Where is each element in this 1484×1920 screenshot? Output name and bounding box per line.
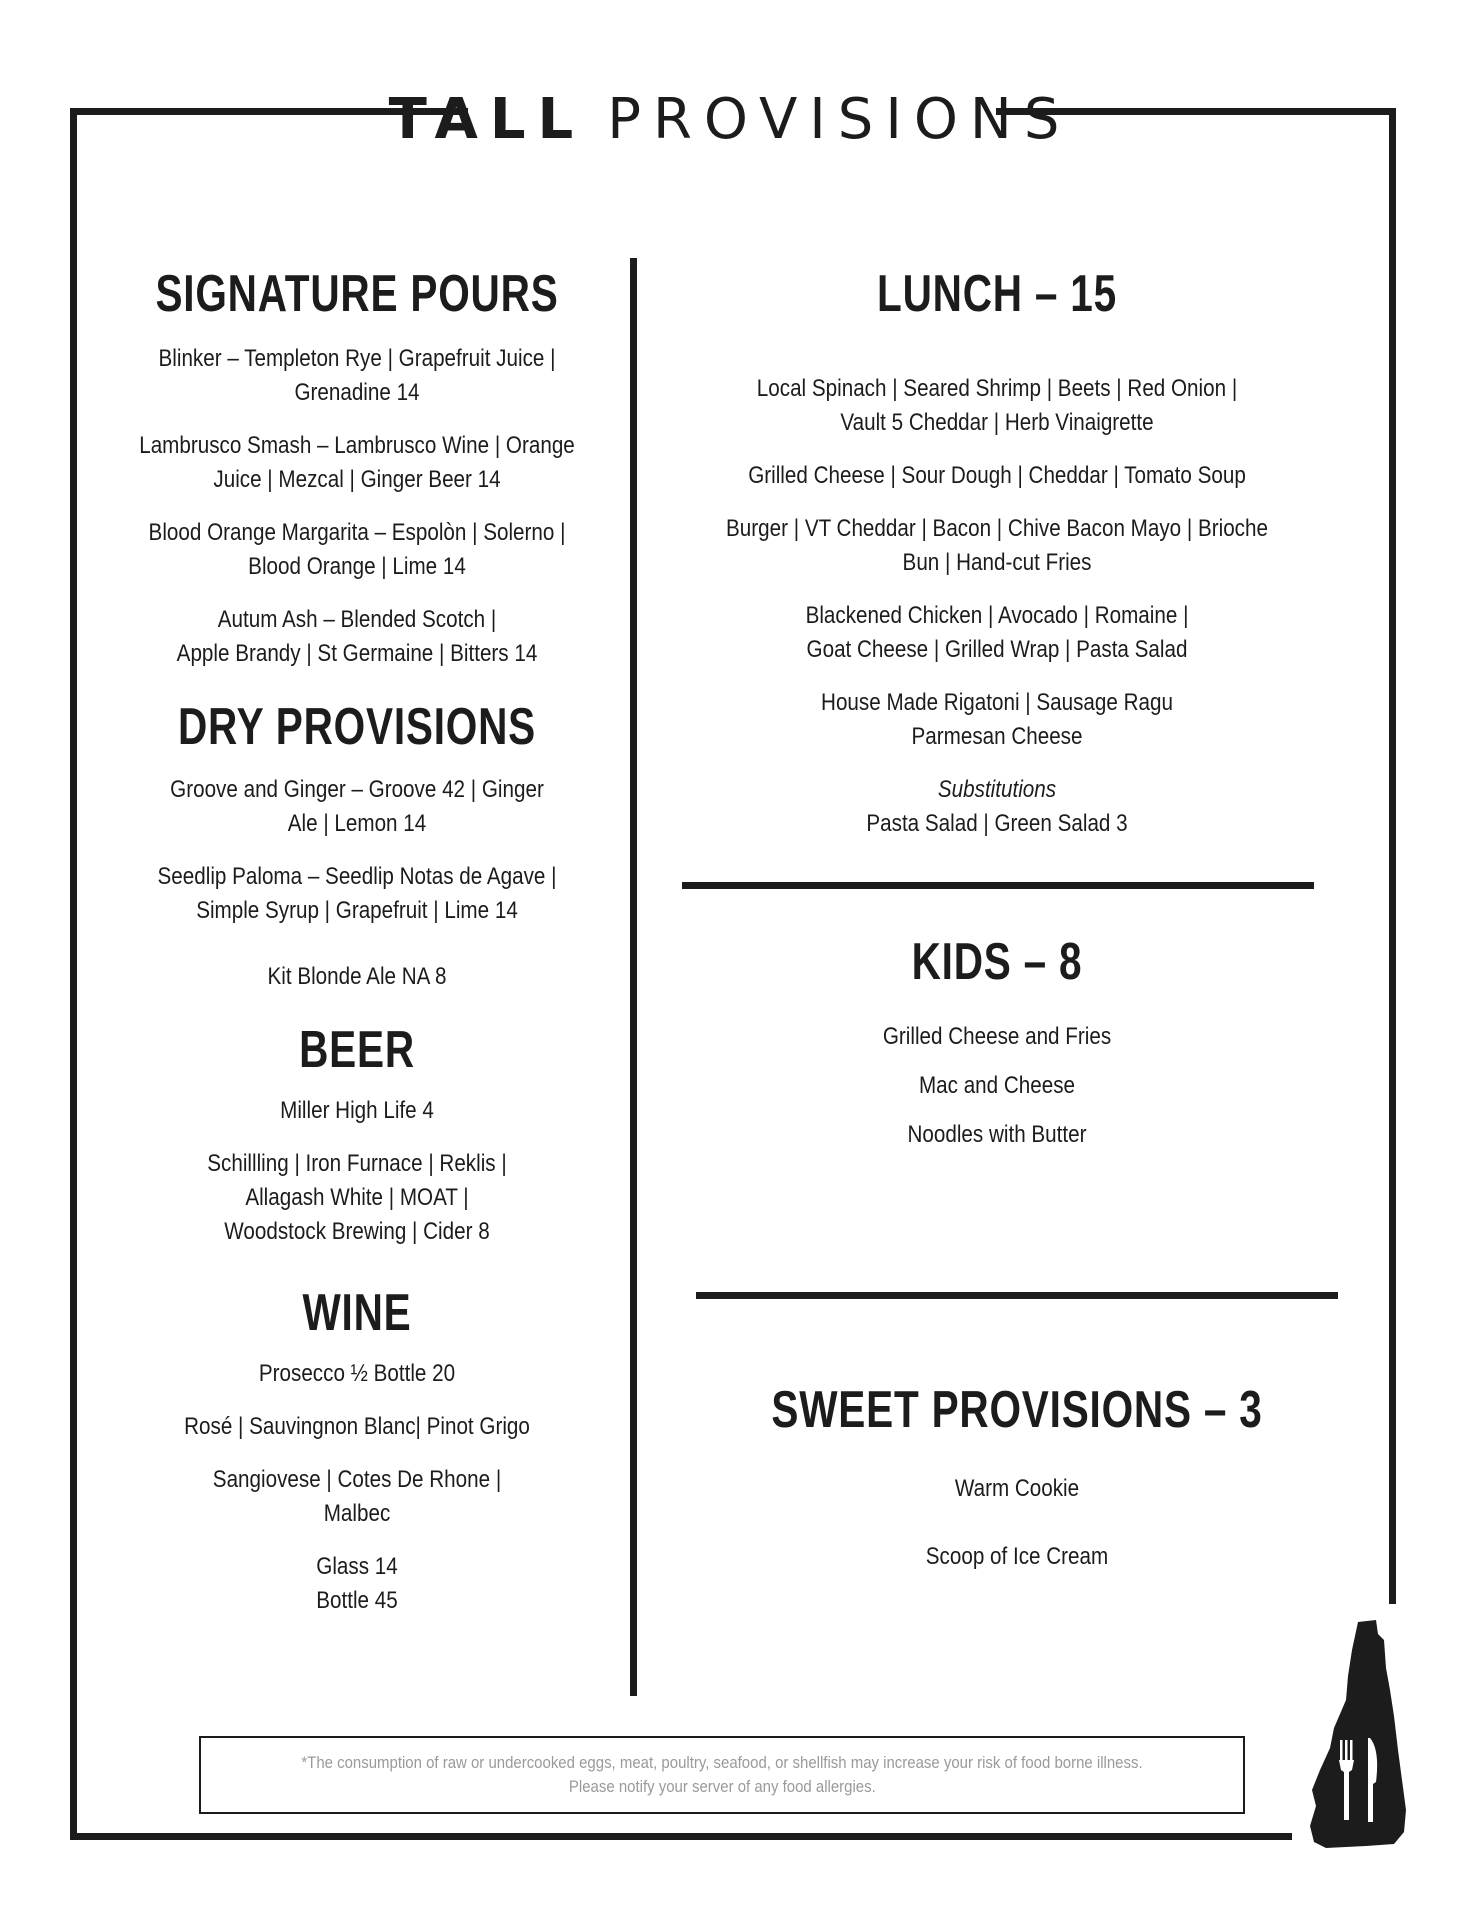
frame-bottom	[70, 1833, 1292, 1840]
new-hampshire-fork-knife-icon	[1306, 1620, 1406, 1848]
frame-right	[1389, 108, 1396, 1604]
menu-item: Sangiovese | Cotes De Rhone | Malbec	[212, 1466, 502, 1527]
signature-pours-heading: SIGNATURE POURS	[155, 265, 559, 323]
brand-title-light: PROVISIONS	[607, 87, 1072, 152]
menu-item: Local Spinach | Seared Shrimp | Beets | Red Onion | Vault 5 Cheddar | Herb Vinaigrette	[756, 375, 1238, 436]
sweet-section	[672, 1378, 1362, 1574]
menu-item: Blackened Chicken | Avocado | Romaine | Goat Cheese | Grilled Wrap | Pasta Salad	[805, 602, 1189, 663]
kids-section	[672, 930, 1322, 1152]
menu-item: House Made Rigatoni | Sausage Ragu Parmesan Cheese	[821, 689, 1173, 750]
sweet-provisions-heading: SWEET PROVISIONS – 3	[771, 1381, 1263, 1439]
menu-item: Miller High Life 4	[280, 1097, 434, 1124]
substitutions: Substitutions Pasta Salad | Green Salad 3	[866, 776, 1128, 837]
disclaimer-line: Please notify your server of any food allergies.	[568, 1777, 876, 1796]
menu-item: Warm Cookie	[954, 1475, 1080, 1502]
menu-item: Kit Blonde Ale NA 8	[267, 963, 447, 990]
menu-item: Noodles with Butter	[907, 1121, 1087, 1148]
section-divider	[696, 1292, 1338, 1299]
menu-item: Rosé | Sauvingnon Blanc| Pinot Grigo	[184, 1413, 530, 1440]
substitutions-label: Substitutions	[937, 776, 1057, 803]
column-divider	[630, 258, 637, 1696]
menu-item: Schillling | Iron Furnace | Reklis | Allagash White | MOAT | Woodstock Brewing | Cider 8	[207, 1150, 507, 1245]
section-divider	[682, 882, 1314, 889]
lunch-section	[672, 262, 1322, 841]
dry-provisions-heading: DRY PROVISIONS	[177, 698, 537, 756]
menu-item: Lambrusco Smash – Lambrusco Wine | Orange Juice | Mezcal | Ginger Beer 14	[139, 432, 575, 493]
left-column	[92, 262, 622, 1618]
menu-item: Groove and Ginger – Groove 42 | Ginger Ale | Lemon 14	[170, 776, 544, 837]
menu-item: Mac and Cheese	[918, 1072, 1076, 1099]
kids-heading: KIDS – 8	[911, 933, 1083, 991]
menu-item: Grilled Cheese | Sour Dough | Cheddar | Tomato Soup	[748, 462, 1246, 489]
menu-item: Prosecco ½ Bottle 20	[258, 1360, 456, 1387]
menu-item: Scoop of Ice Cream	[925, 1543, 1109, 1570]
disclaimer-line: *The consumption of raw or undercooked eggs, meat, poultry, seafood, or shellfish may increase your risk of food borne illness.	[301, 1753, 1143, 1772]
beer-heading: BEER	[299, 1021, 415, 1079]
menu-item: Autum Ash – Blended Scotch | Apple Brandy | St Germaine | Bitters 14	[176, 606, 538, 667]
wine-heading: WINE	[302, 1284, 412, 1342]
brand-title	[388, 80, 1072, 160]
menu-item: Glass 14 Bottle 45	[316, 1553, 398, 1614]
menu-item: Grilled Cheese and Fries	[882, 1023, 1112, 1050]
allergy-disclaimer	[199, 1736, 1245, 1814]
menu-item: Blood Orange Margarita – Espolòn | Solerno | Blood Orange | Lime 14	[148, 519, 566, 580]
frame-left	[70, 108, 77, 1840]
menu-item: Blinker – Templeton Rye | Grapefruit Juice | Grenadine 14	[158, 345, 556, 406]
menu-item: Seedlip Paloma – Seedlip Notas de Agave | Simple Syrup | Grapefruit | Lime 14	[157, 863, 557, 924]
menu-item: Burger | VT Cheddar | Bacon | Chive Bacon Mayo | Brioche Bun | Hand-cut Fries	[726, 515, 1268, 576]
lunch-heading: LUNCH – 15	[877, 265, 1117, 323]
brand-title-bold: TALL	[388, 87, 586, 152]
